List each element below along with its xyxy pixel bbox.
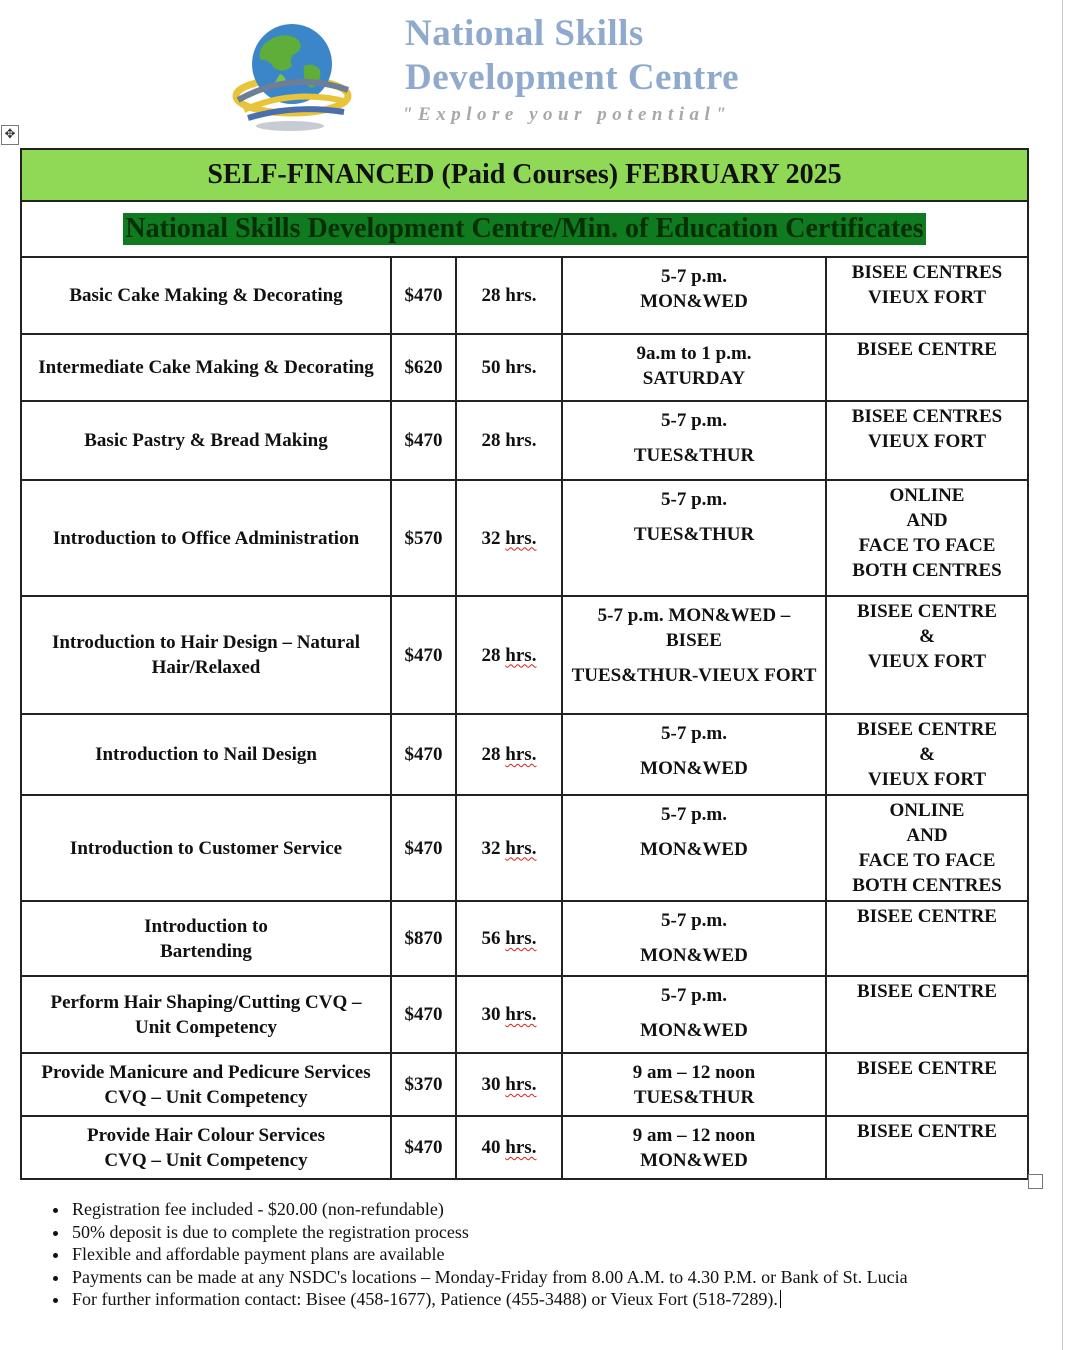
hours-unit: hrs. bbox=[505, 837, 537, 859]
tagline: "Explore your potential" bbox=[402, 104, 732, 125]
course-price: $370 bbox=[391, 1053, 456, 1116]
location-line: ONLINE bbox=[889, 485, 965, 506]
course-schedule-cell bbox=[562, 480, 826, 596]
hours-unit: hrs. bbox=[505, 644, 537, 666]
course-name: CVQ – Unit Competency bbox=[104, 1149, 308, 1171]
course-name: Introduction to bbox=[144, 915, 268, 937]
course-name: Bartending bbox=[160, 940, 252, 962]
course-schedule-cell bbox=[562, 596, 826, 714]
schedule-line: TUES&THUR bbox=[633, 1087, 755, 1108]
course-hours: 28 bbox=[481, 744, 501, 765]
schedule-line bbox=[569, 512, 819, 522]
course-hours: 28 bbox=[481, 430, 501, 451]
course-name-cell bbox=[21, 334, 391, 401]
course-price: $470 bbox=[391, 401, 456, 480]
schedule-line: 5-7 p.m. bbox=[661, 723, 727, 744]
schedule-line: TUES&THUR bbox=[633, 445, 755, 466]
course-location-cell bbox=[826, 257, 1028, 334]
course-name: Hair/Relaxed bbox=[151, 657, 261, 678]
course-row bbox=[21, 795, 1028, 901]
course-name: Basic Cake Making & Decorating bbox=[69, 285, 343, 306]
schedule-line bbox=[569, 433, 819, 443]
schedule-line: 9 am – 12 noon bbox=[632, 1125, 756, 1146]
hours-unit: hrs. bbox=[505, 527, 537, 549]
course-schedule-cell bbox=[562, 1053, 826, 1116]
note-item bbox=[70, 1243, 1070, 1266]
course-row bbox=[21, 596, 1028, 714]
course-hours-cell bbox=[456, 401, 562, 480]
hours-unit: hrs. bbox=[505, 357, 537, 378]
course-name: Introduction to Customer Service bbox=[69, 837, 343, 859]
location-line: & bbox=[919, 626, 935, 647]
letterhead bbox=[0, 0, 1080, 140]
course-name: Provide Hair Colour Services bbox=[86, 1124, 325, 1146]
table-move-handle[interactable]: ✥ bbox=[1, 125, 19, 145]
course-hours: 40 bbox=[481, 1137, 501, 1158]
hours-unit: hrs. bbox=[505, 285, 537, 306]
location-line: BISEE CENTRE bbox=[857, 981, 997, 1002]
page-edge bbox=[1062, 0, 1063, 1350]
title-row bbox=[21, 149, 1028, 201]
course-price: $470 bbox=[391, 976, 456, 1053]
schedule-line: MON&WED bbox=[640, 291, 748, 312]
hours-unit: hrs. bbox=[505, 744, 537, 765]
course-row bbox=[21, 334, 1028, 401]
location-line: VIEUX FORT bbox=[867, 287, 987, 308]
course-name: Intermediate Cake Making & Decorating bbox=[38, 357, 374, 378]
course-name-cell bbox=[21, 1116, 391, 1179]
course-row bbox=[21, 1053, 1028, 1116]
notes-list bbox=[22, 1198, 1070, 1311]
location-line: AND bbox=[906, 510, 948, 531]
location-line: BOTH CENTRES bbox=[852, 875, 1002, 896]
schedule-line: 5-7 p.m. bbox=[661, 910, 727, 931]
schedule-line: SATURDAY bbox=[642, 368, 746, 389]
org-name-line-1: National Skills bbox=[405, 13, 644, 54]
schedule-line: 5-7 p.m. bbox=[661, 489, 727, 510]
location-line: BISEE CENTRES bbox=[851, 406, 1003, 427]
course-hours-cell bbox=[456, 901, 562, 976]
course-hours: 56 bbox=[481, 928, 501, 949]
course-location-cell bbox=[826, 334, 1028, 401]
course-hours-cell bbox=[456, 480, 562, 596]
course-hours: 50 bbox=[481, 357, 501, 378]
course-hours: 32 bbox=[481, 837, 501, 859]
course-row bbox=[21, 401, 1028, 480]
course-location-cell bbox=[826, 795, 1028, 901]
schedule-line: TUES&THUR bbox=[633, 524, 755, 545]
course-location-cell bbox=[826, 976, 1028, 1053]
course-name-cell bbox=[21, 257, 391, 334]
schedule-line bbox=[569, 653, 819, 663]
schedule-line: MON&WED bbox=[640, 1150, 748, 1171]
course-name-cell bbox=[21, 976, 391, 1053]
course-hours: 28 bbox=[481, 285, 501, 306]
schedule-line bbox=[569, 933, 819, 943]
course-name-cell bbox=[21, 480, 391, 596]
location-line: VIEUX FORT bbox=[867, 431, 987, 452]
note-text: Flexible and affordable payment plans are available bbox=[72, 1244, 445, 1264]
course-name-cell bbox=[21, 596, 391, 714]
location-line: BISEE CENTRE bbox=[857, 601, 997, 622]
schedule-line: MON&WED bbox=[640, 1020, 748, 1041]
schedule-line: 5-7 p.m. MON&WED – bbox=[597, 605, 791, 626]
location-line: VIEUX FORT bbox=[867, 651, 987, 672]
course-hours: 28 bbox=[481, 644, 501, 666]
course-location-cell bbox=[826, 596, 1028, 714]
course-name: Unit Competency bbox=[135, 1016, 277, 1038]
course-hours-cell bbox=[456, 795, 562, 901]
text-cursor bbox=[780, 1290, 781, 1308]
course-name: Basic Pastry & Bread Making bbox=[84, 430, 328, 451]
course-hours: 32 bbox=[481, 527, 501, 549]
course-schedule-cell bbox=[562, 334, 826, 401]
course-hours-cell bbox=[456, 714, 562, 795]
course-hours-cell bbox=[456, 257, 562, 334]
course-name-cell bbox=[21, 795, 391, 901]
course-hours: 30 bbox=[481, 1074, 501, 1095]
course-location-cell bbox=[826, 714, 1028, 795]
course-price: $470 bbox=[391, 596, 456, 714]
schedule-line: MON&WED bbox=[640, 945, 748, 966]
course-hours: 30 bbox=[481, 1004, 501, 1025]
note-item bbox=[70, 1288, 1070, 1311]
course-schedule-cell bbox=[562, 401, 826, 480]
location-line: BOTH CENTRES bbox=[852, 560, 1002, 581]
course-price: $870 bbox=[391, 901, 456, 976]
course-location-cell bbox=[826, 901, 1028, 976]
schedule-line: 5-7 p.m. bbox=[661, 410, 727, 431]
note-text: For further information contact: Bisee (458-1677), Patience (455-3488) or Vieux Fort (518-7289). bbox=[72, 1289, 778, 1309]
schedule-line: 9a.m to 1 p.m. bbox=[636, 343, 752, 364]
schedule-line: 5-7 p.m. bbox=[661, 985, 727, 1006]
location-line: & bbox=[919, 744, 935, 765]
table-title: SELF-FINANCED (Paid Courses) FEBRUARY 2025 bbox=[21, 149, 1028, 201]
course-location-cell bbox=[826, 401, 1028, 480]
course-price: $570 bbox=[391, 480, 456, 596]
hours-unit: hrs. bbox=[505, 1137, 537, 1158]
location-line: BISEE CENTRE bbox=[857, 719, 997, 740]
schedule-line: 5-7 p.m. bbox=[661, 804, 727, 825]
course-schedule-cell bbox=[562, 257, 826, 334]
course-name: Introduction to Office Administration bbox=[52, 527, 360, 549]
course-row bbox=[21, 257, 1028, 334]
course-hours-cell bbox=[456, 596, 562, 714]
course-name: Perform Hair Shaping/Cutting CVQ – bbox=[50, 991, 362, 1013]
subtitle-row bbox=[21, 201, 1028, 257]
course-row bbox=[21, 480, 1028, 596]
table-subtitle: National Skills Development Centre/Min. of Education Certificates bbox=[125, 213, 924, 244]
location-line: BISEE CENTRE bbox=[857, 906, 997, 927]
schedule-line: TUES&THUR-VIEUX FORT bbox=[571, 665, 817, 686]
location-line: BISEE CENTRE bbox=[857, 1058, 997, 1079]
course-price: $620 bbox=[391, 334, 456, 401]
course-location-cell bbox=[826, 1053, 1028, 1116]
hours-unit: hrs. bbox=[505, 430, 537, 451]
course-name-cell bbox=[21, 901, 391, 976]
course-schedule-cell bbox=[562, 976, 826, 1053]
note-item bbox=[70, 1266, 1070, 1289]
course-schedule-cell bbox=[562, 795, 826, 901]
course-name: Introduction to Nail Design bbox=[95, 744, 317, 765]
location-line: AND bbox=[906, 825, 948, 846]
note-item bbox=[70, 1221, 1070, 1244]
course-schedule-cell bbox=[562, 714, 826, 795]
location-line: ONLINE bbox=[889, 800, 965, 821]
course-hours-cell bbox=[456, 976, 562, 1053]
course-price: $470 bbox=[391, 795, 456, 901]
course-location-cell bbox=[826, 480, 1028, 596]
location-line: BISEE CENTRES bbox=[851, 262, 1003, 283]
course-name: Provide Manicure and Pedicure Services bbox=[41, 1061, 371, 1083]
course-location-cell bbox=[826, 1116, 1028, 1179]
schedule-line bbox=[569, 746, 819, 756]
note-item bbox=[70, 1198, 1070, 1221]
note-text: Payments can be made at any NSDC's locations – Monday-Friday from 8.00 A.M. to 4.30 P.M. or Bank of St. Lucia bbox=[72, 1266, 908, 1287]
schedule-line bbox=[569, 827, 819, 837]
course-row bbox=[21, 976, 1028, 1053]
hours-unit: hrs. bbox=[505, 1004, 537, 1025]
hours-unit: hrs. bbox=[505, 1074, 537, 1095]
location-line: FACE TO FACE bbox=[858, 850, 996, 871]
course-name: CVQ – Unit Competency bbox=[104, 1086, 308, 1108]
course-schedule-cell bbox=[562, 901, 826, 976]
course-price: $470 bbox=[391, 1116, 456, 1179]
table-resize-handle[interactable] bbox=[1028, 1174, 1043, 1189]
course-name-cell bbox=[21, 1053, 391, 1116]
course-row bbox=[21, 714, 1028, 795]
course-row bbox=[21, 901, 1028, 976]
note-text: Registration fee included - $20.00 (non-refundable) bbox=[72, 1199, 444, 1219]
hours-unit: hrs. bbox=[505, 928, 537, 949]
note-text: 50% deposit is due to complete the registration process bbox=[72, 1221, 469, 1242]
location-line: BISEE CENTRE bbox=[857, 1121, 997, 1142]
globe-logo bbox=[230, 14, 355, 134]
courses-table bbox=[20, 148, 1029, 1180]
schedule-line: MON&WED bbox=[640, 839, 748, 860]
schedule-line: 5-7 p.m. bbox=[661, 266, 727, 287]
course-schedule-cell bbox=[562, 1116, 826, 1179]
schedule-line bbox=[569, 1008, 819, 1018]
course-price: $470 bbox=[391, 257, 456, 334]
course-hours-cell bbox=[456, 1053, 562, 1116]
course-hours-cell bbox=[456, 1116, 562, 1179]
course-name-cell bbox=[21, 401, 391, 480]
course-price: $470 bbox=[391, 714, 456, 795]
schedule-line: MON&WED bbox=[640, 758, 748, 779]
location-line: BISEE CENTRE bbox=[857, 339, 997, 360]
location-line: VIEUX FORT bbox=[867, 769, 987, 790]
schedule-line: 9 am – 12 noon bbox=[632, 1062, 756, 1083]
location-line: FACE TO FACE bbox=[858, 535, 996, 556]
organization-name bbox=[405, 12, 739, 100]
course-hours-cell bbox=[456, 334, 562, 401]
course-name-cell bbox=[21, 714, 391, 795]
course-name: Introduction to Hair Design – Natural bbox=[51, 632, 361, 653]
org-name-line-2: Development Centre bbox=[405, 57, 740, 98]
course-row bbox=[21, 1116, 1028, 1179]
schedule-line: BISEE bbox=[666, 630, 722, 651]
